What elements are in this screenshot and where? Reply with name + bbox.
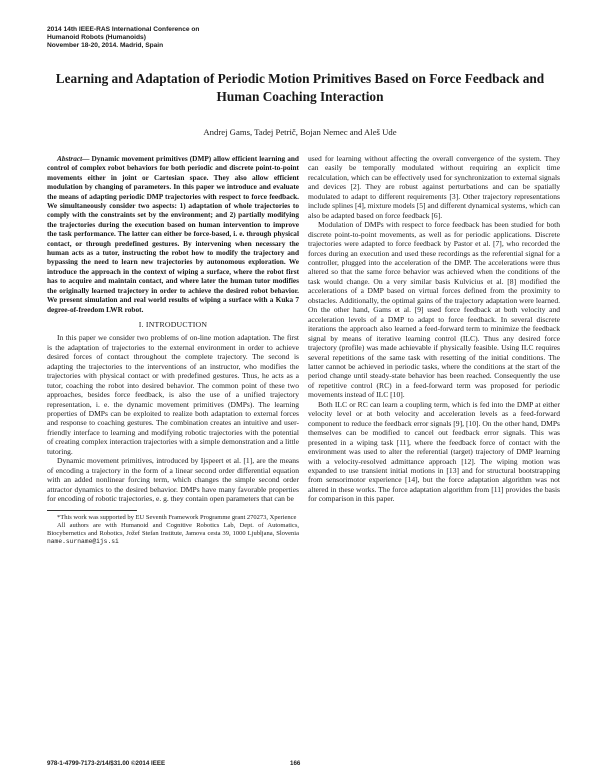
abstract (47, 154, 299, 314)
page-number: 166 (290, 760, 301, 767)
conference-line-3: November 18-20, 2014. Madrid, Spain (47, 42, 164, 50)
conference-line-1: 2014 14th IEEE-RAS International Conference on (47, 26, 200, 33)
conference-header (47, 26, 307, 51)
paper-title: Learning and Adaptation of Periodic Motion Primitives Based on Force Feedback and Human Coaching Interaction (55, 71, 545, 104)
intro-paragraph-3: used for learning without affecting the overall convergence of the system. They can easily be temporally modulated without requiring an explicit time recalculation, which can be effectively used for synchronization to external signals and devices [2]. They are robust against perturbations and can be spatially modulated to adapt to different requirements [3]. Other trajectory representations include splines [4], mixture models [5] and different dynamical systems, which can also be adapted based on force feedback [6]. (308, 154, 560, 220)
footnote-divider (47, 510, 137, 511)
abstract-text: — Dynamic movement primitives (DMP) allow efficient learning and control of complex robot behaviors for both periodic and discrete point-to-point movements either in joint or Cartesian space. They also allow efficient modulation by changing of parameters. In this paper we introduce and evaluate the means of adapting periodic DMP trajectories with respect to force feedback. We simultaneously consider two aspects: 1) adaptation of whole trajectories to comply with the constraints set by the environment; and 2) partially modifying the trajectories during the execution based on human intervention to improve the task performance. The latter can either be force-based, i. e. through physical contact, or through predefined gestures. By intervening when necessary the human acts as a tutor, instructing the robot how to modify the trajectory and bypassing the need to learn new trajectories by autonomous exploration. We introduce the approach in the context of wiping a surface, where the robot first has to acquire and maintain contact, and where later the human tutor modifies the originally learned trajectory in order to achieve the desired robot behavior. We present simulation and real world results of wiping a surface with a Kuka 7 degree-of-freedom LWR robot. (47, 154, 299, 314)
intro-paragraph-1: In this paper we consider two problems of on-line motion adaptation. The first is the adaptation of trajectories to the external environment in order to achieve desired forces of contact throughout the complete trajectory. The second is adapting the trajectories to the interventions of an instructor, who modifies the trajectories with physical contact or with predefined gestures. Thus, he acts as a tutor, coaching the robot into desired behavior. The common point of these two approaches, besides force feedback, is also the use of a unified trajectory representation, i. e. the dynamic movement primitives (DMPs). The learning properties of DMPs can be exploited to realize both adaptation to external forces and response to coaching gestures. The combination creates an intuitive and user-friendly interface to learning and modifying robotic trajectories with the potential of creating complex interaction trajectories with a simple demonstration and a little tutoring. (47, 333, 299, 456)
section-heading-introduction: I. INTRODUCTION (138, 319, 208, 329)
abstract-label: Abstract (57, 154, 83, 163)
right-column (308, 154, 560, 504)
author-email: name.surname@ijs.si (47, 537, 119, 545)
left-column (47, 154, 299, 546)
intro-paragraph-2: Dynamic movement primitives, introduced by Ijspeert et al. [1], are the means of encoding a trajectory in the form of a linear second order differential equation with an added nonlinear forcing term, which changes the simple second order attractor dynamics to the desired behavior. DMPs have many favorable properties for encoding of robotic trajectories, e. g. they contain open parameters that can be (47, 456, 299, 504)
footer-isbn: 978-1-4799-7173-2/14/$31.00 ©2014 IEEE (47, 760, 166, 767)
intro-paragraph-4: Modulation of DMPs with respect to force feedback has been studied for both discrete point-to-point movements, as well as for periodic applications. Discrete trajectories were adapted to force feedback by Pastor et al. [7], who recorded the forces during an execution and used these recordings as the referential signal for a controller, plugged into the acceleration of the DMP. The accelerations were thus altered so that the same force behavior was achieved when the conditions of the task would change. On a very similar basis Kulvicius et al. [8] modified the accelerations of a DMP based on virtual forces defined from the proximity to obstacles. Additionally, the optimal gains of the trajectory adaptation were learned. On the other hand, Gams et al. [9] used force feedback at both velocity and acceleration levels of a DMP to adapt to force feedback. In several discrete iterations the approach also learned a feed-forward term to minimize the feedback signal by means of iterative learning control (ILC). Thus any desired force trajectory (profile) was made achievable if physically feasible. Using ILC requires several repetitions of the same task with resetting of the initial conditions. The latter cannot be achieved in periodic tasks, where the conditions at the start of the period change until steady-state behavior has been reached. Consequently the use of repetitive control (RC) in a feed-forward term was proposed for periodic movements instead of ILC [10]. (308, 220, 560, 400)
affiliation-text: All authors are with Humanoid and Cognitive Robotics Lab, Dept. of Automatics, Biocybernetics and Robotics, Jožef Stefan Institute, Jamova cesta 39, 1000 Ljubljana, Slovenia (47, 521, 299, 537)
intro-paragraph-5: Both ILC or RC can learn a coupling term, which is fed into the DMP at either velocity level or at both velocity and acceleration levels as a feed-forward component to reduce the feedback error signals [9], [10]. On the other hand, DMPs themselves can be modified to cancel out feedback error signals. This was presented in a wiping task [11], where the feedback force of contact with the environment was used to alter the referential (target) trajectory of DMP learning with a velocity-resolved admittance approach [12]. The wiping motion was expanded to use transient initial motions in [13] and for structural bootstrapping from sensorimotor experience [14], but the force adaptation algorithm was not altered in these works. The force adaptation algorithm from [11] provides the basis for comparison in this paper. (308, 399, 560, 504)
footnote-funding: *This work was supported by EU Seventh Framework Programme grant 270273, Xperience (57, 513, 297, 521)
footnote-affiliation (47, 522, 299, 546)
paper-authors: Andrej Gams, Tadej Petrič, Bojan Nemec and Aleš Ude (203, 127, 397, 137)
conference-line-2: Humanoid Robots (Humanoids) (47, 34, 146, 42)
